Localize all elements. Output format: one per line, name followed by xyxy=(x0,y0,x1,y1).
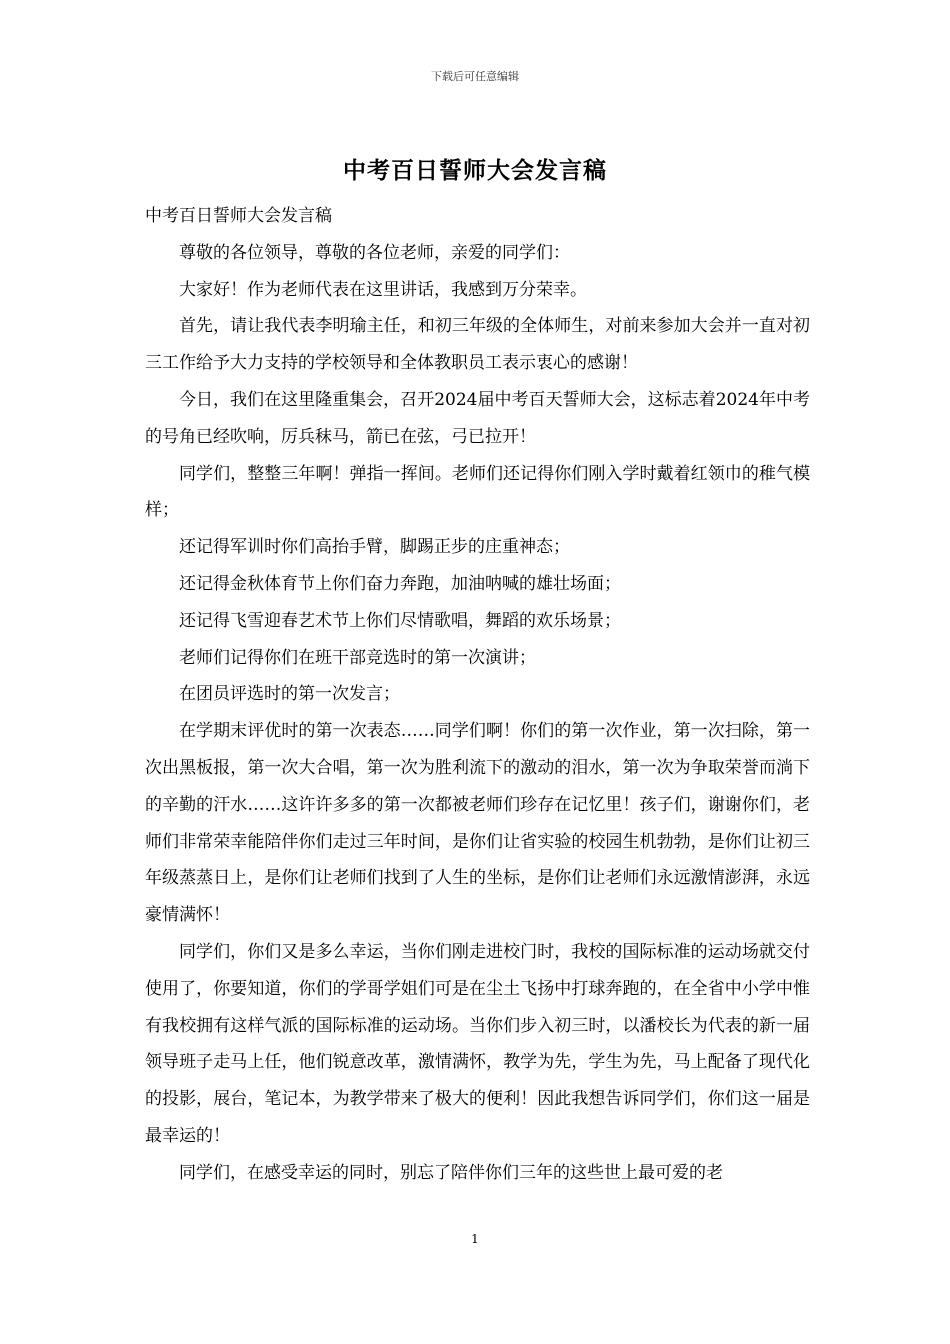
body-paragraph: 在学期末评优时的第一次表态……同学们啊！你们的第一次作业，第一次扫除，第一次出黑板报，第一次大合唱，第一次为胜利流下的激动的泪水，第一次为争取荣誉而淌下的辛勤的汗水……这许许多多的第一次都被老师们珍存在记忆里！孩子们，谢谢你们，老师们非常荣幸能陪伴你们走过三年时间，是你们让省实验的校园生机勃勃，是你们让初三年级蒸蒸日上，是你们让老师们找到了人生的坐标，是你们让老师们永远激情澎湃，永远豪情满怀！ xyxy=(145,721,810,926)
salutation-paragraph: 尊敬的各位领导，尊敬的各位老师，亲爱的同学们： xyxy=(179,242,570,263)
body-paragraph: 还记得飞雪迎春艺术节上你们尽情歌唱，舞蹈的欢乐场景； xyxy=(179,610,621,631)
page-header: 下载后可任意编辑 xyxy=(431,70,519,83)
subtitle-paragraph: 中考百日誓师大会发言稿 xyxy=(145,206,332,226)
body-paragraph: 还记得金秋体育节上你们奋力奔跑，加油呐喊的雄壮场面； xyxy=(179,573,621,594)
body-paragraph: 老师们记得你们在班干部竞选时的第一次演讲； xyxy=(179,647,536,668)
page-number: 1 xyxy=(471,1232,479,1246)
document-body xyxy=(145,198,810,1192)
body-paragraph: 今日，我们在这里隆重集会，召开2024届中考百天誓师大会，这标志着2024年中考的号角已经吹响，厉兵秣马，箭已在弦，弓已拉开！ xyxy=(145,389,810,447)
body-paragraph: 同学们，你们又是多么幸运，当你们刚走进校门时，我校的国际标准的运动场就交付使用了，你要知道，你们的学哥学姐们可是在尘土飞扬中打球奔跑的，在全省中小学中惟有我校拥有这样气派的国际标准的运动场。当你们步入初三时，以潘校长为代表的新一届领导班子走马上任，他们锐意改革，激情满怀，教学为先，学生为先，马上配备了现代化的投影，展台，笔记本，为教学带来了极大的便利！因此我想告诉同学们，你们这一届是最幸运的！ xyxy=(145,941,810,1146)
greeting-paragraph: 大家好！作为老师代表在这里讲话，我感到万分荣幸。 xyxy=(179,279,587,300)
body-paragraph: 在团员评选时的第一次发言； xyxy=(179,684,400,705)
body-paragraph: 还记得军训时你们高抬手臂，脚踢正步的庄重神态； xyxy=(179,537,570,558)
body-paragraph: 同学们，在感受幸运的同时，别忘了陪伴你们三年的这些世上最可爱的老 xyxy=(179,1162,723,1183)
body-paragraph: 首先，请让我代表李明瑜主任，和初三年级的全体师生，对前来参加大会并一直对初三工作给予大力支持的学校领导和全体教职员工表示衷心的感谢！ xyxy=(145,316,810,374)
body-paragraph: 同学们，整整三年啊！弹指一挥间。老师们还记得你们刚入学时戴着红领巾的稚气模样； xyxy=(145,463,810,521)
document-title: 中考百日誓师大会发言稿 xyxy=(343,157,607,184)
